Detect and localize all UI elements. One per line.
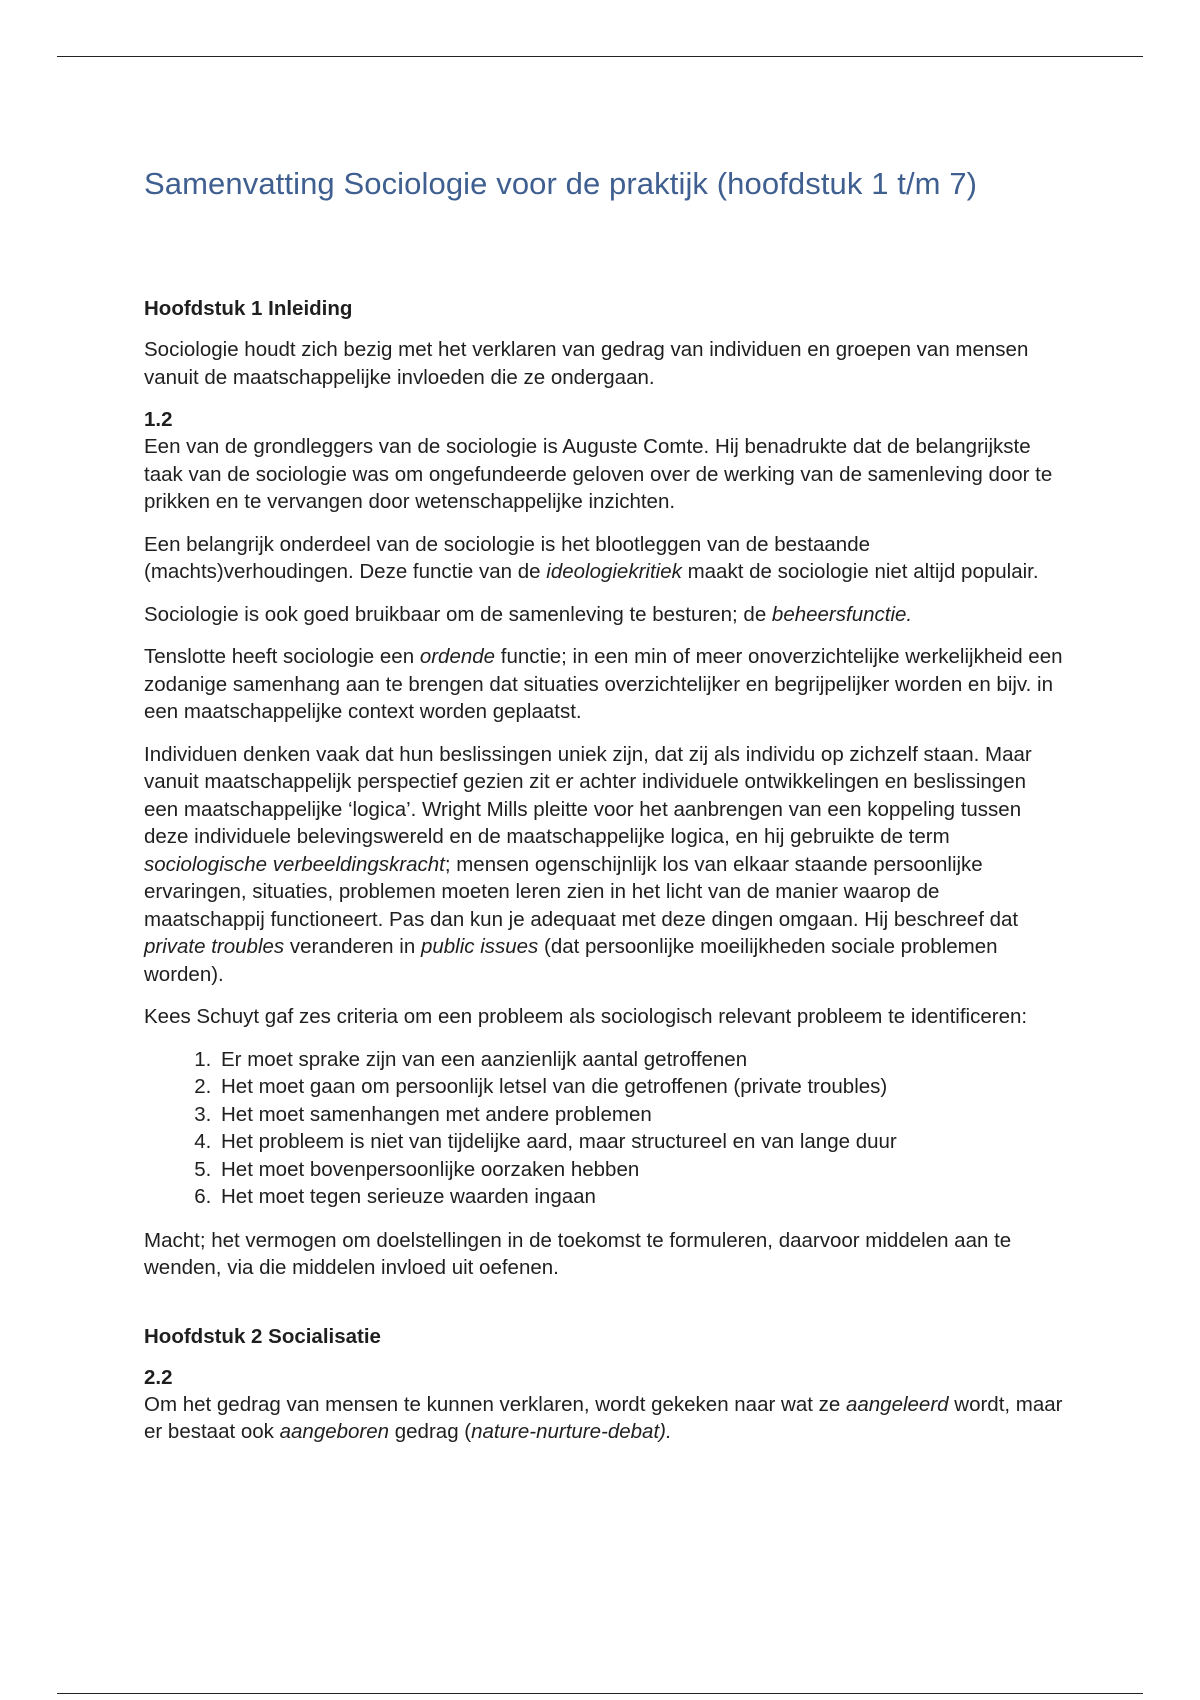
list-item: 6. Het moet tegen serieuze waarden ingaan	[217, 1183, 1064, 1211]
paragraph-comte: Een van de grondleggers van de sociologie is Auguste Comte. Hij benadrukte dat de belangrijkste taak van de sociologie was om ongefundeerde geloven over de werking van de samenleving door te prikken en te vervangen door wetenschappelijke inzichten.	[144, 435, 1053, 513]
section-2-2-number: 2.2	[144, 1365, 173, 1389]
paragraph-ideologiekritiek: Een belangrijk onderdeel van de sociologie is het blootleggen van de bestaande (machts)verhoudingen. Deze functie van de ideologiekritiek maakt de sociologie niet altijd populair.	[144, 532, 1039, 583]
list-item: 5. Het moet bovenpersoonlijke oorzaken hebben	[217, 1156, 1064, 1184]
page-top-rule	[57, 56, 1143, 57]
list-item: 3. Het moet samenhangen met andere problemen	[217, 1101, 1064, 1129]
document-title: Samenvatting Sociologie voor de praktijk (hoofdstuk 1 t/m 7)	[144, 166, 978, 201]
list-item: 2. Het moet gaan om persoonlijk letsel van die getroffenen (private troubles)	[217, 1073, 1064, 1101]
paragraph-ordende-functie: Tenslotte heeft sociologie een ordende functie; in een min of meer onoverzichtelijke werkelijkheid een zodanige samenhang aan te brengen dat situaties overzichtelijker en begrijpelijker worden en bijv. in een maatschappelijke context worden geplaatst.	[144, 645, 1063, 723]
section-1-2-number: 1.2	[144, 408, 173, 431]
criteria-list	[144, 1046, 1064, 1211]
paragraph-wright-mills: Individuen denken vaak dat hun beslissingen uniek zijn, dat zij als individu op zichzelf staan. Maar vanuit maatschappelijk perspectief gezien zit er achter individuele ontwikkelingen en beslissingen een maatschappelijke ‘logica’. Wright Mills pleitte voor het aanbrengen van een koppeling tussen deze individuele belevingswereld en de maatschappelijke logica, en hij gebruikte de term sociologische verbeeldingskracht; mensen ogenschijnlijk los van elkaar staande persoonlijke ervaringen, situaties, problemen moeten leren zien in het licht van de manier waarop de maatschappij functioneert. Pas dan kun je adequaat met deze dingen omgaan. Hij beschreef dat private troubles veranderen in public issues (dat persoonlijke moeilijkheden sociale problemen worden).	[144, 742, 1032, 986]
paragraph-beheersfunctie: Sociologie is ook goed bruikbaar om de samenleving te besturen; de beheersfunctie.	[144, 602, 913, 626]
paragraph-macht: Macht; het vermogen om doelstellingen in de toekomst te formuleren, daarvoor middelen aan te wenden, via die middelen invloed uit oefenen.	[144, 1228, 1012, 1279]
chapter-1-intro: Sociologie houdt zich bezig met het verklaren van gedrag van individuen en groepen van mensen vanuit de maatschappelijke invloeden die ze ondergaan.	[144, 338, 1029, 389]
document-page	[144, 164, 1064, 1461]
paragraph-kees-schuyt: Kees Schuyt gaf zes criteria om een probleem als sociologisch relevant probleem te identificeren:	[144, 1005, 1028, 1028]
page-bottom-rule	[57, 1693, 1143, 1694]
list-item: 4. Het probleem is niet van tijdelijke aard, maar structureel en van lange duur	[217, 1128, 1064, 1156]
chapter-1-heading: Hoofdstuk 1 Inleiding	[144, 297, 353, 320]
chapter-2-heading: Hoofdstuk 2 Socialisatie	[144, 1324, 381, 1348]
paragraph-nature-nurture: Om het gedrag van mensen te kunnen verklaren, wordt gekeken naar wat ze aangeleerd wordt, maar er bestaat ook aangeboren gedrag (nature-nurture-debat).	[144, 1392, 1063, 1443]
list-item: 1. Er moet sprake zijn van een aanzienlijk aantal getroffenen	[217, 1046, 1064, 1074]
